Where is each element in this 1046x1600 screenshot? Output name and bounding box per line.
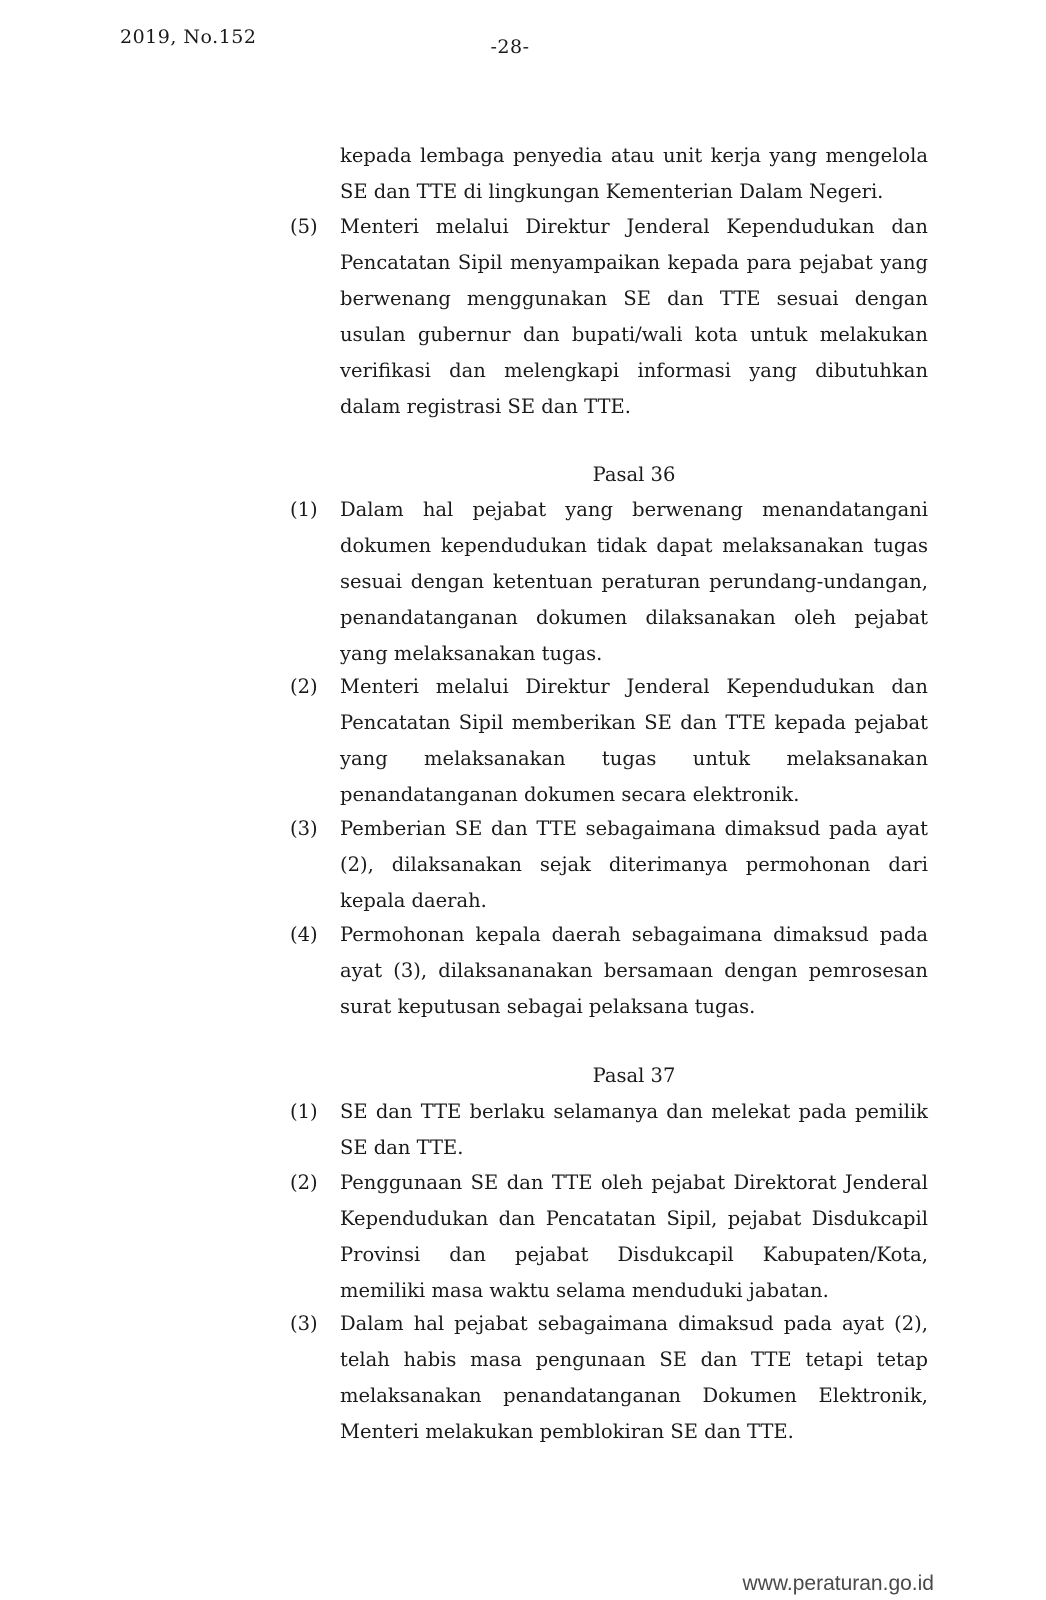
item-number: (4): [290, 923, 318, 946]
item-text: Menteri melalui Direktur Jenderal Kependudukan dan Pencatatan Sipil menyampaikan kepada para pejabat yang berwenang menggunakan SE dan TTE sesuai dengan usulan gubernur dan bupati/wali kota untuk melakukan verifikasi dan melengkapi informasi yang dibutuhkan dalam registrasi SE dan TTE.: [340, 215, 928, 418]
item-number: (3): [290, 817, 318, 840]
footer-website: www.peraturan.go.id: [742, 1572, 934, 1595]
pasal-36-heading: Pasal 36: [592, 463, 676, 486]
item-text: Pemberian SE dan TTE sebagaimana dimaksud pada ayat (2), dilaksanakan sejak diterimanya permohonan dari kepala daerah.: [340, 817, 928, 912]
continuation-paragraph: kepada lembaga penyedia atau unit kerja yang mengelola SE dan TTE di lingkungan Kementerian Dalam Negeri.: [340, 144, 928, 203]
item-number: (2): [290, 675, 318, 698]
item-number: (1): [290, 1100, 318, 1123]
item-number: (1): [290, 498, 318, 521]
item-text: Penggunaan SE dan TTE oleh pejabat Direktorat Jenderal Kependudukan dan Pencatatan Sipil, pejabat Disdukcapil Provinsi dan pejabat Disdukcapil Kabupaten/Kota, memiliki masa waktu selama menduduki jabatan.: [340, 1171, 928, 1302]
item-text: Menteri melalui Direktur Jenderal Kependudukan dan Pencatatan Sipil memberikan SE dan TTE kepada pejabat yang melaksanakan tugas untuk melaksanakan penandatanganan dokumen secara elektronik.: [340, 675, 928, 806]
item-text: Dalam hal pejabat yang berwenang menandatangani dokumen kependudukan tidak dapat melaksanakan tugas sesuai dengan ketentuan peraturan perundang-undangan, penandatanganan dokumen dilaksanakan oleh pejabat yang melaksanakan tugas.: [340, 498, 928, 665]
item-number: (2): [290, 1171, 318, 1194]
pasal-37-heading: Pasal 37: [592, 1064, 676, 1087]
item-text: SE dan TTE berlaku selamanya dan melekat pada pemilik SE dan TTE.: [340, 1100, 928, 1159]
item-text: Permohonan kepala daerah sebagaimana dimaksud pada ayat (3), dilaksananakan bersamaan dengan pemrosesan surat keputusan sebagai pelaksana tugas.: [340, 923, 928, 1018]
item-number: (5): [290, 215, 318, 238]
page-number: -28-: [490, 36, 530, 58]
item-number: (3): [290, 1312, 318, 1335]
document-reference: 2019, No.152: [120, 26, 257, 48]
item-text: Dalam hal pejabat sebagaimana dimaksud pada ayat (2), telah habis masa pengunaan SE dan TTE tetapi tetap melaksanakan penandatanganan Dokumen Elektronik, Menteri melakukan pemblokiran SE dan TTE.: [340, 1312, 928, 1443]
